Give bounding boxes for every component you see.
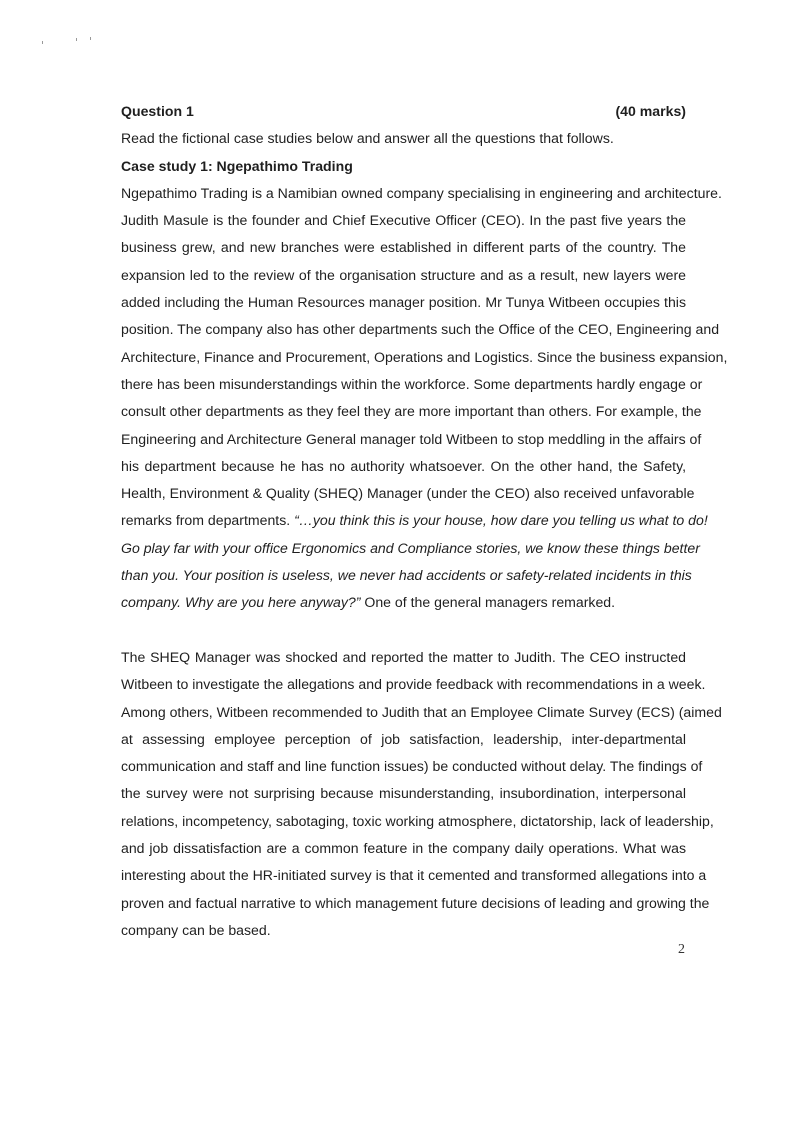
paragraph-line: at assessing employee perception of job satisfaction, leadership, inter-departmental (121, 730, 686, 747)
quote-line (121, 535, 700, 562)
paragraph-line: business grew, and new branches were established in different parts of the country. The (121, 239, 686, 256)
paragraph-line: Witbeen to investigate the allegations and provide feedback with recommendations in a week. (121, 676, 706, 693)
paragraph-line: Architecture, Finance and Procurement, Operations and Logistics. Since the business expansion, (121, 348, 728, 365)
question-marks: (40 marks) (615, 103, 686, 119)
quote-line (121, 562, 692, 589)
paragraph-line: proven and factual narrative to which management future decisions of leading and growing the (121, 894, 710, 911)
paragraph-line: Health, Environment & Quality (SHEQ) Manager (under the CEO) also received unfavorable (121, 485, 695, 502)
paragraph-text: One of the general managers remarked. (360, 594, 616, 611)
paragraph-line: consult other departments as they feel they are more important than others. For example, the (121, 403, 702, 420)
quote-text: “…you think this is your house, how dare you telling us what to do! (294, 512, 708, 529)
case-study-heading: Case study 1: Ngepathimo Trading (121, 157, 353, 174)
paragraph-line: Among others, Witbeen recommended to Judith that an Employee Climate Survey (ECS) (aimed (121, 703, 722, 720)
paragraph-line: and job dissatisfaction are a common feature in the company daily operations. What was (121, 840, 686, 857)
paragraph-line: relations, incompetency, sabotaging, toxic working atmosphere, dictatorship, lack of leadership, (121, 812, 714, 829)
paragraph-line: added including the Human Resources manager position. Mr Tunya Witbeen occupies this (121, 294, 686, 311)
paragraph-line: Judith Masule is the founder and Chief Executive Officer (CEO). In the past five years the (121, 212, 686, 229)
paragraph-line: his department because he has no authority whatsoever. On the other hand, the Safety, (121, 457, 686, 474)
question-title: Question 1 (121, 103, 194, 119)
paragraph-line-last (121, 589, 686, 616)
paragraph-line: communication and staff and line function issues) be conducted without delay. The findings of (121, 758, 703, 775)
paragraph-text: remarks from departments. (121, 512, 295, 529)
paragraph-line: expansion led to the review of the organisation structure and as a result, new layers were (121, 266, 686, 283)
paragraph-line: there has been misunderstandings within the workforce. Some departments hardly engage or (121, 375, 703, 392)
paragraph-line: position. The company also has other departments such the Office of the CEO, Engineering and (121, 321, 720, 338)
paragraph-line: the survey were not surprising because misunderstanding, insubordination, interpersonal (121, 785, 686, 802)
question-header (121, 98, 686, 125)
page-number: 2 (678, 942, 685, 957)
scan-artifact-marks (40, 38, 100, 44)
case-study-paragraph-1 (121, 180, 728, 617)
paragraph-line-last: company can be based. (121, 921, 271, 938)
paragraph-spacer (121, 617, 686, 644)
paragraph-line: interesting about the HR-initiated survey is that it cemented and transformed allegations into a (121, 867, 707, 884)
quote-text: than you. Your position is useless, we never had accidents or safety-related incidents in this (121, 567, 692, 584)
paragraph-line: Engineering and Architecture General manager told Witbeen to stop meddling in the affairs of (121, 430, 702, 447)
quote-text: Go play far with your office Ergonomics and Compliance stories, we know these things better (121, 539, 700, 556)
paragraph-line-mixed (121, 507, 708, 534)
paragraph-line: The SHEQ Manager was shocked and reported the matter to Judith. The CEO instructed (121, 648, 686, 665)
case-study-paragraph-2 (121, 644, 722, 944)
document-page (121, 98, 728, 944)
question-instruction: Read the fictional case studies below and answer all the questions that follows. (121, 130, 614, 147)
paragraph-line: Ngepathimo Trading is a Namibian owned company specialising in engineering and architecture. (121, 184, 722, 201)
quote-text: company. Why are you here anyway?” (121, 594, 361, 611)
